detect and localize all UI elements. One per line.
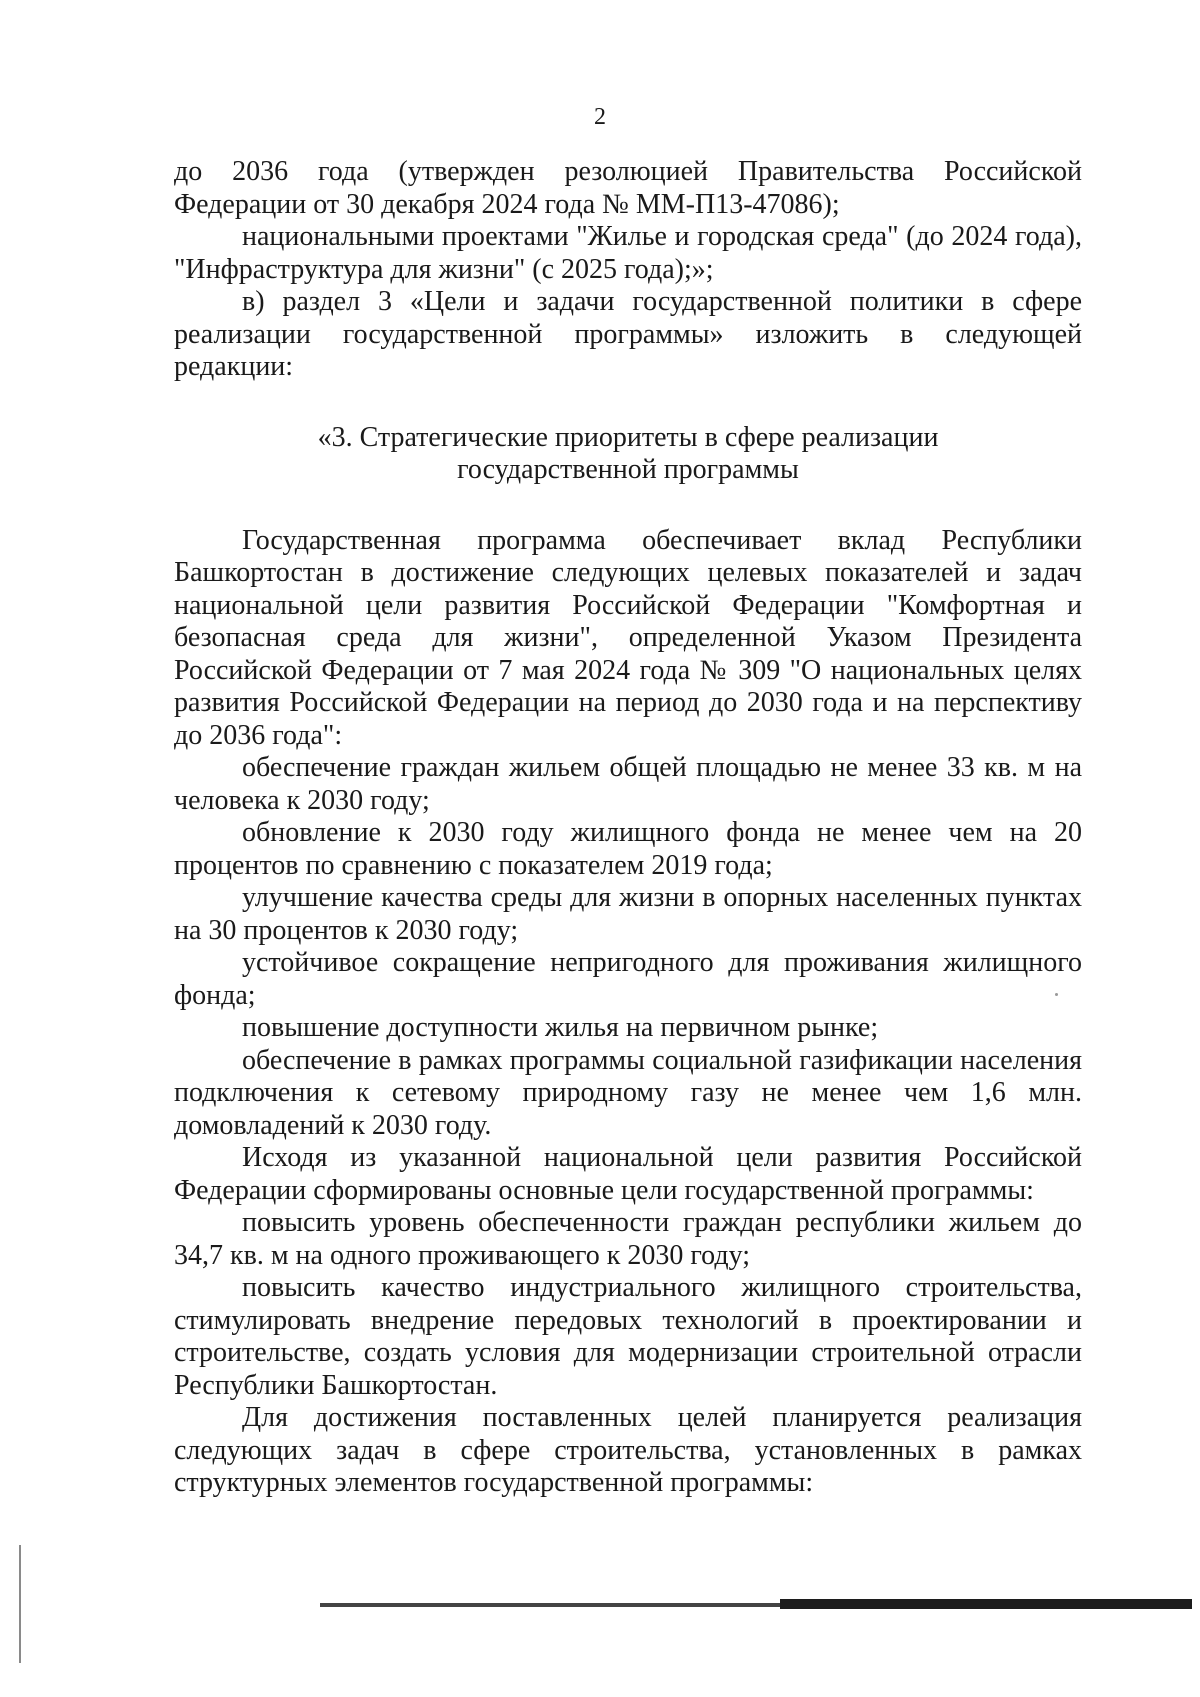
scan-bottom-bar: [780, 1599, 1192, 1609]
list-item: устойчивое сокращение непригодного для проживания жилищного фонда;: [174, 947, 1082, 1011]
scan-bottom-line: [320, 1603, 785, 1607]
paragraph: Исходя из указанной национальной цели развития Российской Федерации сформированы основные цели государственной программы:: [174, 1142, 1082, 1206]
scan-edge-mark: [19, 1545, 21, 1663]
paragraph: Для достижения поставленных целей планируется реализация следующих задач в сфере строительства, установленных в рамках структурных элементов государственной программы:: [174, 1402, 1082, 1498]
list-item: повышение доступности жилья на первичном рынке;: [242, 1012, 879, 1043]
section-heading: [174, 422, 1082, 487]
section-heading-line: «3. Стратегические приоритеты в сфере реализации: [317, 421, 939, 453]
list-item: обеспечение граждан жильем общей площадью не менее 33 кв. м на человека к 2030 году;: [174, 752, 1082, 816]
section-heading-line: государственной программы: [457, 454, 799, 485]
list-item: повысить уровень обеспеченности граждан республики жильем до 34,7 кв. м на одного проживающего к 2030 году;: [174, 1207, 1082, 1271]
paragraph: Государственная программа обеспечивает вклад Республики Башкортостан в достижение следующих целевых показателей и задач национальной цели развития Российской Федерации "Комфортная и безопасная среда для жизни", определенной Указом Президента Российской Федерации от 7 мая 2024 года № 309 "О национальных целях развития Российской Федерации на период до 2030 года и на перспективу до 2036 года":: [174, 524, 1082, 751]
list-item: улучшение качества среды для жизни в опорных населенных пунктах на 30 процентов к 2030 году;: [174, 882, 1082, 946]
scan-speck: [1055, 993, 1058, 996]
paragraph-continuation: до 2036 года (утвержден резолюцией Правительства Российской Федерации от 30 декабря 2024 года № ММ-П13-47086);: [174, 156, 1082, 220]
page-number: 2: [594, 104, 606, 130]
paragraph: национальными проектами "Жилье и городская среда" (до 2024 года), "Инфраструктура для жизни" (с 2025 года);»;: [174, 221, 1082, 285]
document-body: [174, 156, 1082, 1500]
list-item: повысить качество индустриального жилищного строительства, стимулировать внедрение передовых технологий в проектировании и строительстве, создать условия для модернизации строительной отрасли Республики Башкортостан.: [174, 1272, 1082, 1401]
list-item: обновление к 2030 году жилищного фонда не менее чем на 20 процентов по сравнению с показателем 2019 года;: [174, 817, 1082, 881]
paragraph: в) раздел 3 «Цели и задачи государственной политики в сфере реализации государственной программы» изложить в следующей редакции:: [174, 286, 1082, 382]
list-item: обеспечение в рамках программы социальной газификации населения подключения к сетевому природному газу не менее чем 1,6 млн. домовладений к 2030 году.: [174, 1044, 1082, 1141]
